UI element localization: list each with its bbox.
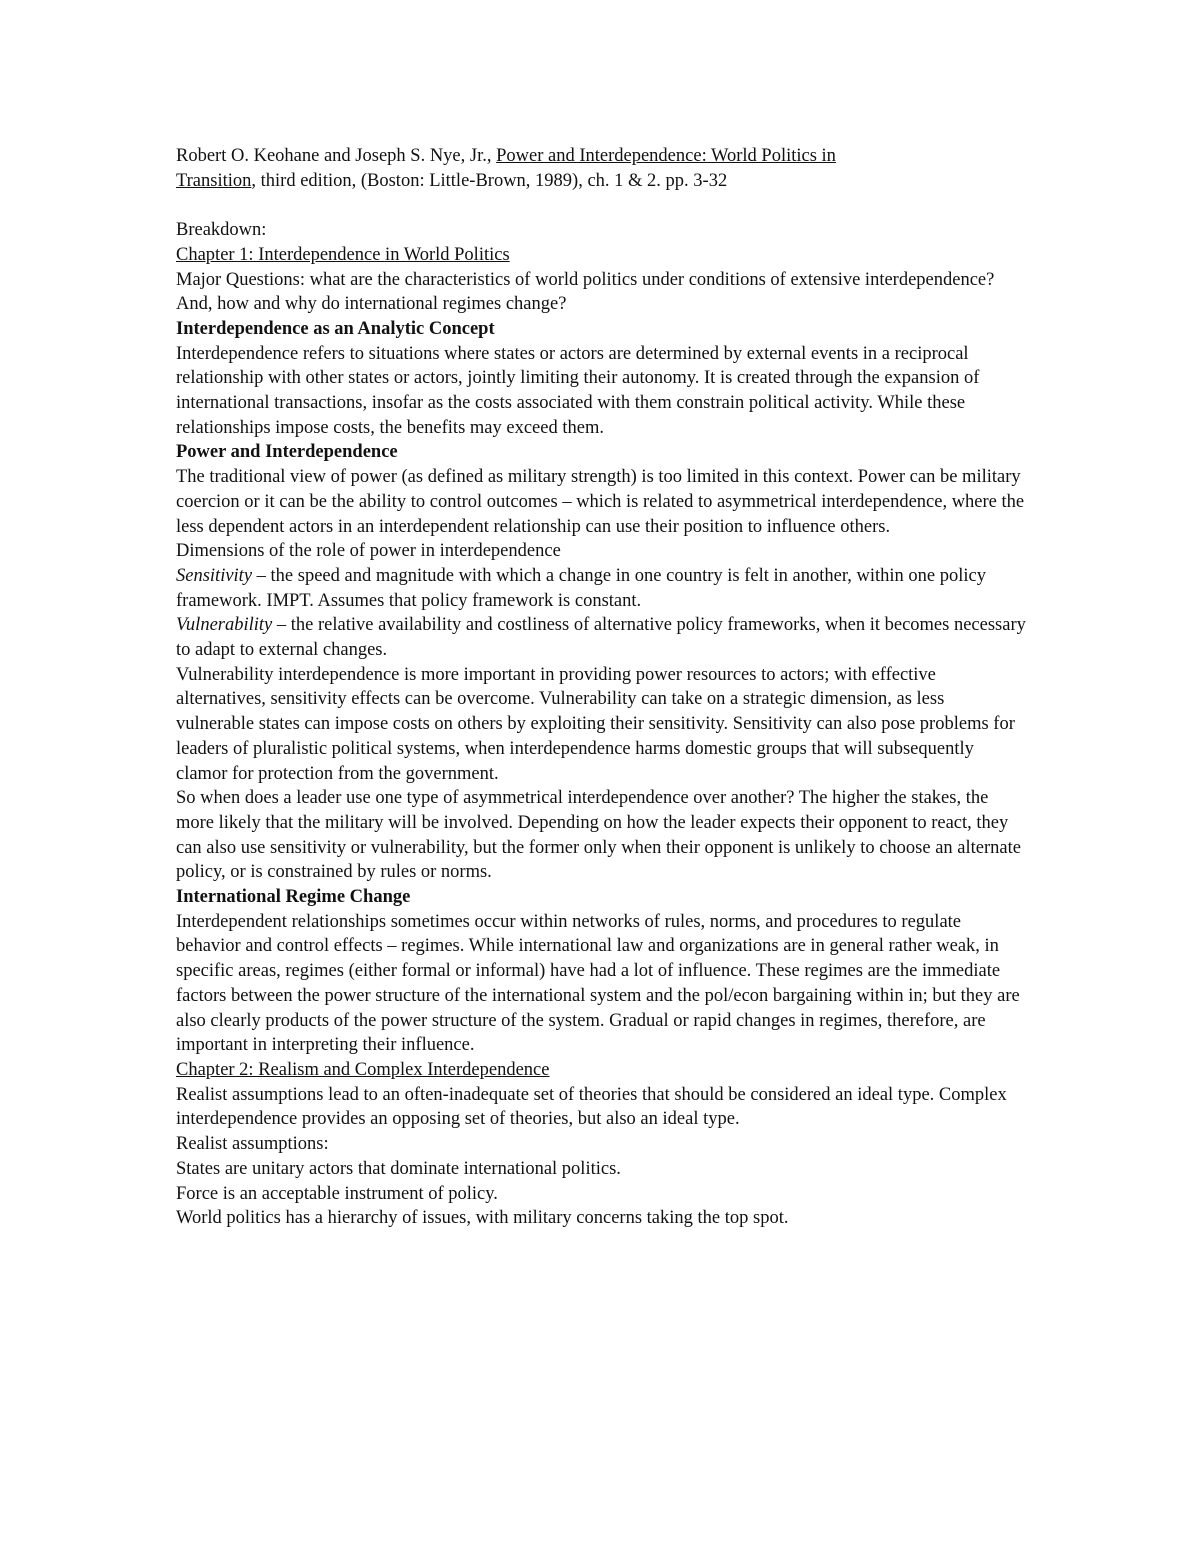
dimensions-label: Dimensions of the role of power in interdependence	[176, 541, 561, 562]
paragraph-analytic-concept: Interdependence refers to situations where states or actors are determined by external events in a reciprocal relationship with other states or actors, jointly limiting their autonomy. It is created through the expansion of international transactions, insofar as the costs associated with them constrain political activity. While these relationships impose costs, the benefits may exceed them.	[176, 343, 980, 438]
citation-details: , third edition, (Boston: Little-Brown, 1989), ch. 1 & 2. pp. 3-32	[251, 170, 728, 191]
assumption-item: World politics has a hierarchy of issues, with military concerns taking the top spot.	[176, 1208, 789, 1229]
paragraph-power: The traditional view of power (as defined as military strength) is too limited in this context. Power can be military coercion or it can be the ability to control outcomes – which is related to asymmetrical interdependence, where the less dependent actors in an interdependent relationship can use their position to influence others.	[176, 467, 1025, 537]
citation-title: Power and Interdependence: World Politics in Transition	[176, 146, 836, 191]
section-heading-analytic-concept: Interdependence as an Analytic Concept	[176, 318, 495, 339]
section-heading-regime-change: International Regime Change	[176, 887, 411, 908]
paragraph-regime-change: Interdependent relationships sometimes occur within networks of rules, norms, and procedures to regulate behavior and control effects – regimes. While international law and organizations are in general rather weak, in specific areas, regimes (either formal or informal) have had a lot of influence. These regimes are the immediate factors between the power structure of the international system and the pol/econ bargaining within in; but they are also clearly products of the power structure of the system. Gradual or rapid changes in regimes, therefore, are important in interpreting their influence.	[176, 911, 1020, 1056]
chapter2-intro: Realist assumptions lead to an often-inadequate set of theories that should be considered an ideal type. Complex interdependence provides an opposing set of theories, but also an ideal type.	[176, 1084, 1007, 1130]
chapter1-heading: Chapter 1: Interdependence in World Politics	[176, 244, 510, 265]
citation	[176, 144, 1026, 193]
assumption-item: States are unitary actors that dominate international politics.	[176, 1158, 621, 1179]
assumption-item: Force is an acceptable instrument of policy.	[176, 1183, 498, 1204]
section-heading-power: Power and Interdependence	[176, 442, 398, 463]
sensitivity-term: Sensitivity	[176, 565, 253, 586]
breakdown-label: Breakdown:	[176, 220, 267, 241]
paragraph-leader: So when does a leader use one type of asymmetrical interdependence over another? The higher the stakes, the more likely that the military will be involved. Depending on how the leader expects their opponent to react, they can also use sensitivity or vulnerability, but the former only when their opponent is unlikely to choose an alternate policy, or is constrained by rules or norms.	[176, 788, 1021, 883]
sensitivity-definition: Sensitivity – the speed and magnitude with which a change in one country is felt in another, within one policy framework. IMPT. Assumes that policy framework is constant.	[176, 565, 986, 611]
document-page	[176, 144, 1026, 1231]
paragraph-vulnerability: Vulnerability interdependence is more important in providing power resources to actors; with effective alternatives, sensitivity effects can be overcome. Vulnerability can take on a strategic dimension, as less vulnerable states can impose costs on others by exploiting their sensitivity. Sensitivity can also pose problems for leaders of pluralistic political systems, when interdependence harms domestic groups that will subsequently clamor for protection from the government.	[176, 664, 1015, 784]
major-questions: Major Questions: what are the characteristics of world politics under conditions of extensive interdependence? And, how and why do international regimes change?	[176, 269, 995, 315]
chapter2-heading: Chapter 2: Realism and Complex Interdependence	[176, 1060, 550, 1080]
vulnerability-term: Vulnerability	[176, 615, 273, 636]
vulnerability-definition: Vulnerability – the relative availability and costliness of alternative policy frameworks, when it becomes necessary to adapt to external changes.	[176, 615, 1026, 661]
citation-authors: Robert O. Keohane and Joseph S. Nye, Jr.,	[176, 146, 497, 166]
realist-assumptions-label: Realist assumptions:	[176, 1134, 329, 1155]
